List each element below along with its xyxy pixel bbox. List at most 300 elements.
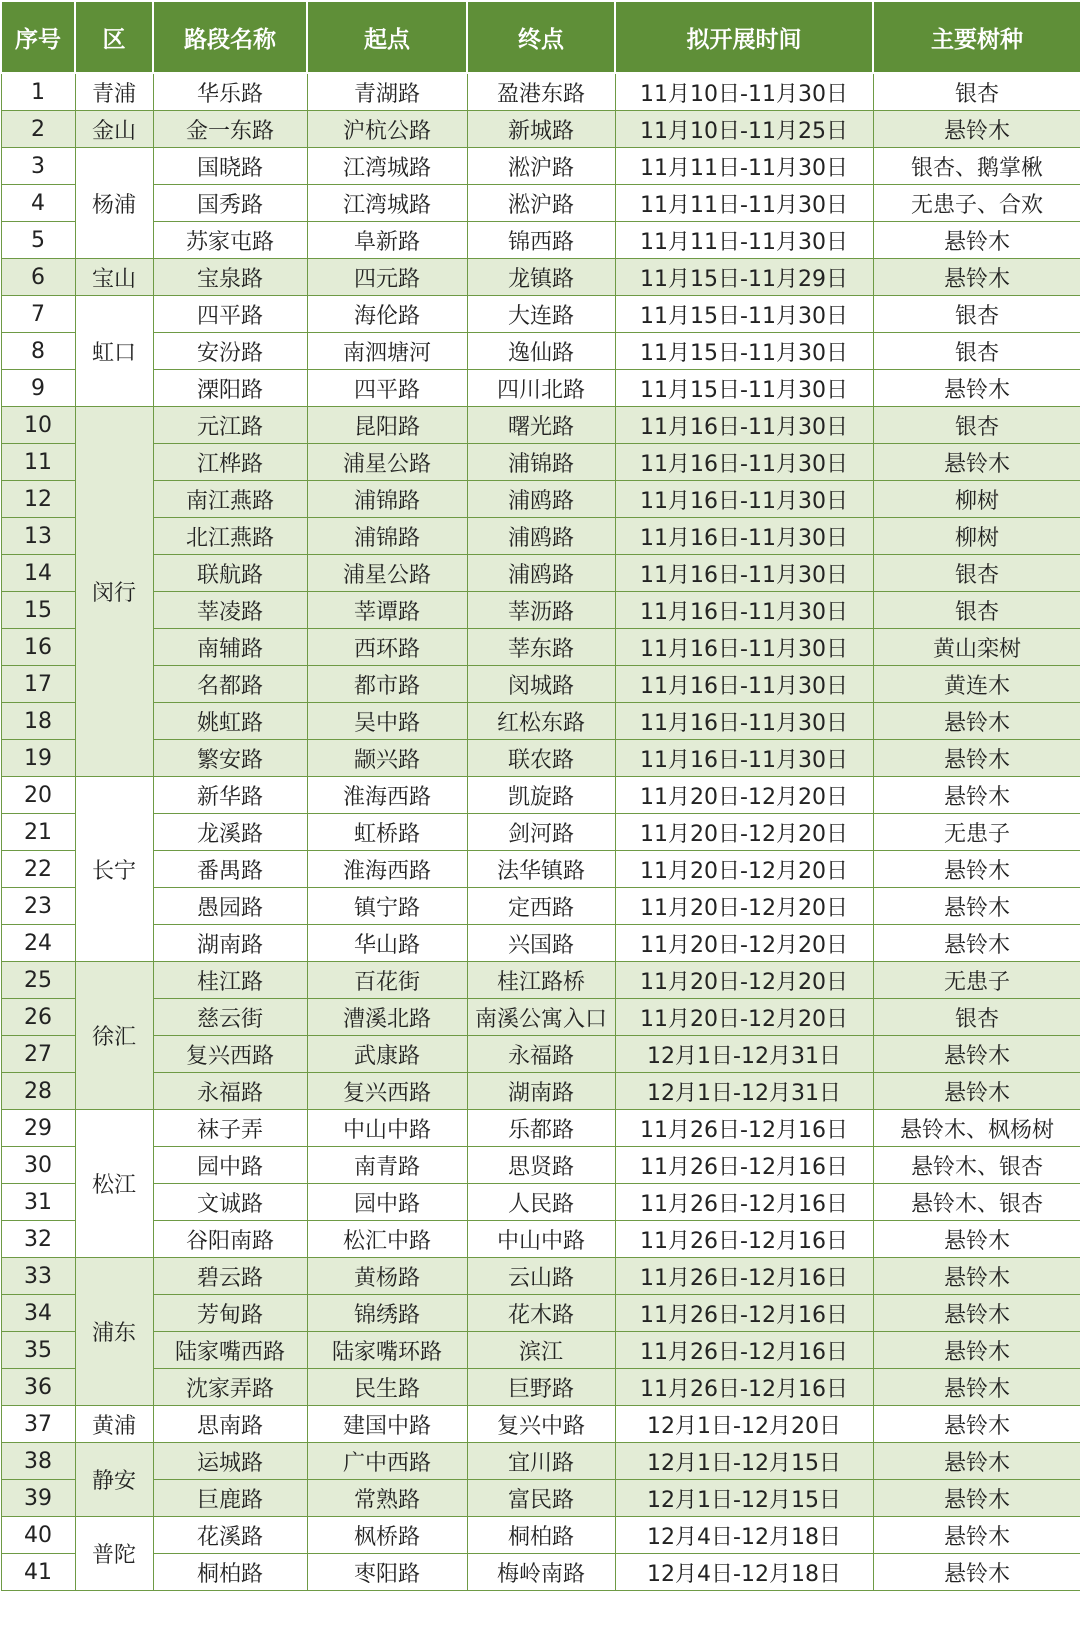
cell-end: 锦西路 — [467, 222, 615, 259]
cell-tree-species: 银杏、鹅掌楸 — [873, 148, 1080, 185]
cell-end: 闵城路 — [467, 666, 615, 703]
cell-start: 淮海西路 — [307, 777, 467, 814]
cell-end: 桂江路桥 — [467, 962, 615, 999]
cell-start: 华山路 — [307, 925, 467, 962]
cell-period: 11月16日-11月30日 — [615, 666, 873, 703]
cell-period: 11月20日-12月20日 — [615, 777, 873, 814]
cell-start: 建国中路 — [307, 1406, 467, 1443]
cell-district: 浦东 — [75, 1258, 153, 1406]
cell-end: 桐柏路 — [467, 1517, 615, 1554]
header-row — [1, 1, 1080, 73]
cell-period: 11月16日-11月30日 — [615, 555, 873, 592]
cell-tree-species: 悬铃木 — [873, 1480, 1080, 1517]
cell-index: 4 — [1, 185, 75, 222]
cell-end: 中山中路 — [467, 1221, 615, 1258]
cell-district: 黄浦 — [75, 1406, 153, 1443]
table-row — [1, 1258, 1080, 1295]
cell-end: 四川北路 — [467, 370, 615, 407]
cell-tree-species: 悬铃木 — [873, 444, 1080, 481]
cell-start: 百花街 — [307, 962, 467, 999]
cell-index: 30 — [1, 1147, 75, 1184]
cell-start: 都市路 — [307, 666, 467, 703]
cell-start: 常熟路 — [307, 1480, 467, 1517]
cell-period: 11月10日-11月30日 — [615, 73, 873, 111]
cell-index: 25 — [1, 962, 75, 999]
cell-tree-species: 悬铃木 — [873, 1406, 1080, 1443]
cell-start: 江湾城路 — [307, 185, 467, 222]
cell-road-name: 龙溪路 — [153, 814, 307, 851]
cell-index: 27 — [1, 1036, 75, 1073]
cell-end: 盈港东路 — [467, 73, 615, 111]
table-row — [1, 1554, 1080, 1591]
cell-end: 巨野路 — [467, 1369, 615, 1406]
cell-end: 浦鸥路 — [467, 555, 615, 592]
cell-index: 17 — [1, 666, 75, 703]
cell-road-name: 谷阳南路 — [153, 1221, 307, 1258]
cell-start: 浦星公路 — [307, 555, 467, 592]
cell-start: 四元路 — [307, 259, 467, 296]
cell-tree-species: 黄山栾树 — [873, 629, 1080, 666]
cell-tree-species: 柳树 — [873, 518, 1080, 555]
cell-start: 四平路 — [307, 370, 467, 407]
table-row — [1, 222, 1080, 259]
cell-period: 12月4日-12月18日 — [615, 1517, 873, 1554]
cell-end: 滨江 — [467, 1332, 615, 1369]
cell-tree-species: 银杏 — [873, 333, 1080, 370]
cell-end: 思贤路 — [467, 1147, 615, 1184]
cell-index: 32 — [1, 1221, 75, 1258]
cell-end: 定西路 — [467, 888, 615, 925]
cell-tree-species: 悬铃木 — [873, 1517, 1080, 1554]
cell-start: 武康路 — [307, 1036, 467, 1073]
cell-end: 法华镇路 — [467, 851, 615, 888]
col-header-tree-species: 主要树种 — [873, 1, 1080, 73]
cell-end: 富民路 — [467, 1480, 615, 1517]
table-row — [1, 555, 1080, 592]
cell-index: 19 — [1, 740, 75, 777]
cell-index: 13 — [1, 518, 75, 555]
cell-index: 8 — [1, 333, 75, 370]
cell-district: 长宁 — [75, 777, 153, 962]
cell-index: 7 — [1, 296, 75, 333]
cell-end: 宜川路 — [467, 1443, 615, 1480]
cell-road-name: 陆家嘴西路 — [153, 1332, 307, 1369]
cell-start: 枣阳路 — [307, 1554, 467, 1591]
cell-road-name: 苏家屯路 — [153, 222, 307, 259]
cell-index: 23 — [1, 888, 75, 925]
cell-district: 金山 — [75, 111, 153, 148]
table-row — [1, 444, 1080, 481]
cell-end: 兴国路 — [467, 925, 615, 962]
cell-start: 镇宁路 — [307, 888, 467, 925]
cell-end: 乐都路 — [467, 1110, 615, 1147]
cell-tree-species: 悬铃木 — [873, 1036, 1080, 1073]
cell-road-name: 新华路 — [153, 777, 307, 814]
col-header-period: 拟开展时间 — [615, 1, 873, 73]
cell-end: 联农路 — [467, 740, 615, 777]
cell-start: 吴中路 — [307, 703, 467, 740]
cell-period: 12月1日-12月31日 — [615, 1036, 873, 1073]
cell-period: 12月1日-12月15日 — [615, 1443, 873, 1480]
cell-tree-species: 无患子 — [873, 814, 1080, 851]
cell-start: 南泗塘河 — [307, 333, 467, 370]
cell-tree-species: 悬铃木、银杏 — [873, 1184, 1080, 1221]
cell-index: 11 — [1, 444, 75, 481]
cell-road-name: 国晓路 — [153, 148, 307, 185]
cell-end: 淞沪路 — [467, 185, 615, 222]
cell-road-name: 花溪路 — [153, 1517, 307, 1554]
cell-period: 11月16日-11月30日 — [615, 592, 873, 629]
cell-end: 龙镇路 — [467, 259, 615, 296]
cell-tree-species: 悬铃木 — [873, 851, 1080, 888]
cell-tree-species: 悬铃木 — [873, 222, 1080, 259]
cell-index: 31 — [1, 1184, 75, 1221]
cell-tree-species: 悬铃木 — [873, 1295, 1080, 1332]
cell-period: 11月20日-12月20日 — [615, 999, 873, 1036]
table-row — [1, 185, 1080, 222]
cell-period: 11月26日-12月16日 — [615, 1258, 873, 1295]
table-row — [1, 1406, 1080, 1443]
cell-period: 12月1日-12月15日 — [615, 1480, 873, 1517]
cell-start: 颛兴路 — [307, 740, 467, 777]
table-row — [1, 1480, 1080, 1517]
cell-tree-species: 柳树 — [873, 481, 1080, 518]
cell-start: 南青路 — [307, 1147, 467, 1184]
col-header-road-name: 路段名称 — [153, 1, 307, 73]
cell-period: 11月11日-11月30日 — [615, 148, 873, 185]
cell-index: 35 — [1, 1332, 75, 1369]
table-row — [1, 925, 1080, 962]
cell-index: 10 — [1, 407, 75, 444]
cell-start: 青湖路 — [307, 73, 467, 111]
cell-start: 昆阳路 — [307, 407, 467, 444]
cell-district: 宝山 — [75, 259, 153, 296]
cell-end: 人民路 — [467, 1184, 615, 1221]
cell-index: 5 — [1, 222, 75, 259]
cell-road-name: 桐柏路 — [153, 1554, 307, 1591]
cell-period: 11月26日-12月16日 — [615, 1221, 873, 1258]
cell-period: 11月20日-12月20日 — [615, 814, 873, 851]
cell-index: 3 — [1, 148, 75, 185]
cell-period: 11月16日-11月30日 — [615, 629, 873, 666]
table-row — [1, 148, 1080, 185]
table-row — [1, 73, 1080, 111]
cell-road-name: 园中路 — [153, 1147, 307, 1184]
cell-period: 12月4日-12月18日 — [615, 1554, 873, 1591]
cell-period: 11月10日-11月25日 — [615, 111, 873, 148]
cell-road-name: 安汾路 — [153, 333, 307, 370]
cell-tree-species: 悬铃木 — [873, 370, 1080, 407]
cell-index: 37 — [1, 1406, 75, 1443]
table-row — [1, 111, 1080, 148]
cell-road-name: 文诚路 — [153, 1184, 307, 1221]
cell-end: 云山路 — [467, 1258, 615, 1295]
cell-road-name: 番禺路 — [153, 851, 307, 888]
cell-index: 39 — [1, 1480, 75, 1517]
table-row — [1, 333, 1080, 370]
cell-district: 虹口 — [75, 296, 153, 407]
cell-tree-species: 悬铃木 — [873, 777, 1080, 814]
cell-index: 20 — [1, 777, 75, 814]
cell-road-name: 北江燕路 — [153, 518, 307, 555]
cell-index: 9 — [1, 370, 75, 407]
cell-tree-species: 悬铃木 — [873, 1369, 1080, 1406]
table-row — [1, 407, 1080, 444]
cell-tree-species: 悬铃木 — [873, 1332, 1080, 1369]
cell-tree-species: 悬铃木 — [873, 925, 1080, 962]
cell-road-name: 袜子弄 — [153, 1110, 307, 1147]
cell-end: 浦锦路 — [467, 444, 615, 481]
cell-tree-species: 悬铃木、银杏 — [873, 1147, 1080, 1184]
cell-road-name: 南辅路 — [153, 629, 307, 666]
cell-tree-species: 悬铃木 — [873, 1443, 1080, 1480]
cell-start: 浦锦路 — [307, 481, 467, 518]
cell-road-name: 南江燕路 — [153, 481, 307, 518]
cell-end: 浦鸥路 — [467, 481, 615, 518]
cell-start: 西环路 — [307, 629, 467, 666]
cell-road-name: 莘凌路 — [153, 592, 307, 629]
cell-period: 11月16日-11月30日 — [615, 703, 873, 740]
table-row — [1, 1517, 1080, 1554]
cell-road-name: 金一东路 — [153, 111, 307, 148]
cell-road-name: 慈云街 — [153, 999, 307, 1036]
cell-road-name: 元江路 — [153, 407, 307, 444]
table-row — [1, 1369, 1080, 1406]
table-row — [1, 1073, 1080, 1110]
cell-period: 12月1日-12月20日 — [615, 1406, 873, 1443]
cell-tree-species: 悬铃木 — [873, 1554, 1080, 1591]
cell-tree-species: 悬铃木 — [873, 1221, 1080, 1258]
cell-start: 阜新路 — [307, 222, 467, 259]
cell-index: 21 — [1, 814, 75, 851]
cell-road-name: 宝泉路 — [153, 259, 307, 296]
cell-road-name: 繁安路 — [153, 740, 307, 777]
col-header-district: 区 — [75, 1, 153, 73]
cell-end: 凯旋路 — [467, 777, 615, 814]
cell-index: 12 — [1, 481, 75, 518]
cell-index: 14 — [1, 555, 75, 592]
cell-district: 青浦 — [75, 73, 153, 111]
cell-end: 梅岭南路 — [467, 1554, 615, 1591]
cell-period: 11月26日-12月16日 — [615, 1369, 873, 1406]
table-row — [1, 666, 1080, 703]
cell-period: 11月16日-11月30日 — [615, 740, 873, 777]
cell-period: 11月20日-12月20日 — [615, 962, 873, 999]
cell-start: 广中西路 — [307, 1443, 467, 1480]
cell-index: 33 — [1, 1258, 75, 1295]
cell-tree-species: 悬铃木 — [873, 703, 1080, 740]
cell-period: 11月16日-11月30日 — [615, 444, 873, 481]
cell-road-name: 湖南路 — [153, 925, 307, 962]
cell-tree-species: 悬铃木 — [873, 888, 1080, 925]
cell-start: 锦绣路 — [307, 1295, 467, 1332]
cell-end: 新城路 — [467, 111, 615, 148]
cell-tree-species: 悬铃木 — [873, 111, 1080, 148]
cell-period: 11月15日-11月30日 — [615, 333, 873, 370]
cell-period: 11月26日-12月16日 — [615, 1147, 873, 1184]
cell-road-name: 运城路 — [153, 1443, 307, 1480]
cell-tree-species: 银杏 — [873, 73, 1080, 111]
cell-end: 曙光路 — [467, 407, 615, 444]
table-row — [1, 592, 1080, 629]
cell-tree-species: 悬铃木 — [873, 1073, 1080, 1110]
cell-start: 浦锦路 — [307, 518, 467, 555]
cell-period: 11月16日-11月30日 — [615, 481, 873, 518]
cell-index: 18 — [1, 703, 75, 740]
cell-end: 复兴中路 — [467, 1406, 615, 1443]
cell-index: 15 — [1, 592, 75, 629]
table-row — [1, 999, 1080, 1036]
cell-index: 40 — [1, 1517, 75, 1554]
cell-start: 枫桥路 — [307, 1517, 467, 1554]
cell-period: 11月26日-12月16日 — [615, 1184, 873, 1221]
cell-tree-species: 悬铃木 — [873, 1258, 1080, 1295]
cell-period: 11月15日-11月30日 — [615, 370, 873, 407]
cell-district: 普陀 — [75, 1517, 153, 1591]
cell-start: 园中路 — [307, 1184, 467, 1221]
cell-road-name: 名都路 — [153, 666, 307, 703]
cell-start: 浦星公路 — [307, 444, 467, 481]
col-header-end: 终点 — [467, 1, 615, 73]
cell-road-name: 联航路 — [153, 555, 307, 592]
cell-end: 永福路 — [467, 1036, 615, 1073]
table-row — [1, 518, 1080, 555]
cell-end: 浦鸥路 — [467, 518, 615, 555]
cell-index: 29 — [1, 1110, 75, 1147]
cell-period: 11月26日-12月16日 — [615, 1110, 873, 1147]
cell-index: 36 — [1, 1369, 75, 1406]
cell-index: 38 — [1, 1443, 75, 1480]
col-header-index: 序号 — [1, 1, 75, 73]
table-row — [1, 703, 1080, 740]
cell-end: 淞沪路 — [467, 148, 615, 185]
cell-tree-species: 银杏 — [873, 999, 1080, 1036]
table-row — [1, 1184, 1080, 1221]
cell-end: 红松东路 — [467, 703, 615, 740]
cell-tree-species: 悬铃木、枫杨树 — [873, 1110, 1080, 1147]
table-body — [1, 73, 1080, 1591]
cell-district: 徐汇 — [75, 962, 153, 1110]
cell-period: 11月20日-12月20日 — [615, 925, 873, 962]
cell-period: 11月26日-12月16日 — [615, 1295, 873, 1332]
cell-index: 2 — [1, 111, 75, 148]
cell-period: 11月11日-11月30日 — [615, 185, 873, 222]
cell-road-name: 江桦路 — [153, 444, 307, 481]
cell-start: 江湾城路 — [307, 148, 467, 185]
cell-start: 漕溪北路 — [307, 999, 467, 1036]
cell-end: 湖南路 — [467, 1073, 615, 1110]
table-row — [1, 629, 1080, 666]
table-row — [1, 1332, 1080, 1369]
cell-start: 海伦路 — [307, 296, 467, 333]
cell-period: 11月20日-12月20日 — [615, 851, 873, 888]
cell-period: 11月15日-11月29日 — [615, 259, 873, 296]
table-row — [1, 370, 1080, 407]
cell-tree-species: 悬铃木 — [873, 259, 1080, 296]
cell-index: 6 — [1, 259, 75, 296]
table-row — [1, 296, 1080, 333]
cell-tree-species: 黄连木 — [873, 666, 1080, 703]
cell-end: 南溪公寓入口 — [467, 999, 615, 1036]
table-row — [1, 259, 1080, 296]
cell-start: 莘谭路 — [307, 592, 467, 629]
table-row — [1, 814, 1080, 851]
cell-start: 民生路 — [307, 1369, 467, 1406]
cell-period: 11月20日-12月20日 — [615, 888, 873, 925]
cell-road-name: 国秀路 — [153, 185, 307, 222]
cell-road-name: 愚园路 — [153, 888, 307, 925]
cell-road-name: 桂江路 — [153, 962, 307, 999]
cell-end: 逸仙路 — [467, 333, 615, 370]
cell-road-name: 溧阳路 — [153, 370, 307, 407]
cell-road-name: 碧云路 — [153, 1258, 307, 1295]
cell-district: 杨浦 — [75, 148, 153, 259]
cell-index: 22 — [1, 851, 75, 888]
cell-start: 复兴西路 — [307, 1073, 467, 1110]
table-row — [1, 1221, 1080, 1258]
cell-start: 陆家嘴环路 — [307, 1332, 467, 1369]
cell-district: 松江 — [75, 1110, 153, 1258]
cell-end: 剑河路 — [467, 814, 615, 851]
cell-start: 中山中路 — [307, 1110, 467, 1147]
cell-period: 12月1日-12月31日 — [615, 1073, 873, 1110]
cell-end: 莘沥路 — [467, 592, 615, 629]
cell-tree-species: 银杏 — [873, 296, 1080, 333]
cell-road-name: 沈家弄路 — [153, 1369, 307, 1406]
cell-period: 11月16日-11月30日 — [615, 518, 873, 555]
table-row — [1, 740, 1080, 777]
cell-index: 24 — [1, 925, 75, 962]
col-header-start: 起点 — [307, 1, 467, 73]
table-row — [1, 1295, 1080, 1332]
cell-start: 虹桥路 — [307, 814, 467, 851]
cell-road-name: 复兴西路 — [153, 1036, 307, 1073]
cell-index: 41 — [1, 1554, 75, 1591]
cell-index: 16 — [1, 629, 75, 666]
cell-road-name: 芳甸路 — [153, 1295, 307, 1332]
cell-tree-species: 无患子、合欢 — [873, 185, 1080, 222]
cell-period: 11月15日-11月30日 — [615, 296, 873, 333]
cell-tree-species: 无患子 — [873, 962, 1080, 999]
cell-road-name: 华乐路 — [153, 73, 307, 111]
table-row — [1, 888, 1080, 925]
cell-index: 34 — [1, 1295, 75, 1332]
cell-road-name: 巨鹿路 — [153, 1480, 307, 1517]
cell-index: 28 — [1, 1073, 75, 1110]
cell-district: 闵行 — [75, 407, 153, 777]
cell-index: 1 — [1, 73, 75, 111]
cell-end: 花木路 — [467, 1295, 615, 1332]
table-row — [1, 481, 1080, 518]
cell-index: 26 — [1, 999, 75, 1036]
cell-road-name: 姚虹路 — [153, 703, 307, 740]
cell-road-name: 永福路 — [153, 1073, 307, 1110]
cell-tree-species: 悬铃木 — [873, 740, 1080, 777]
cell-start: 松汇中路 — [307, 1221, 467, 1258]
cell-end: 大连路 — [467, 296, 615, 333]
cell-start: 黄杨路 — [307, 1258, 467, 1295]
cell-period: 11月16日-11月30日 — [615, 407, 873, 444]
table-row — [1, 1443, 1080, 1480]
cell-period: 11月11日-11月30日 — [615, 222, 873, 259]
cell-road-name: 四平路 — [153, 296, 307, 333]
cell-start: 沪杭公路 — [307, 111, 467, 148]
table-row — [1, 1036, 1080, 1073]
table-row — [1, 851, 1080, 888]
table-row — [1, 777, 1080, 814]
cell-start: 淮海西路 — [307, 851, 467, 888]
cell-period: 11月26日-12月16日 — [615, 1332, 873, 1369]
